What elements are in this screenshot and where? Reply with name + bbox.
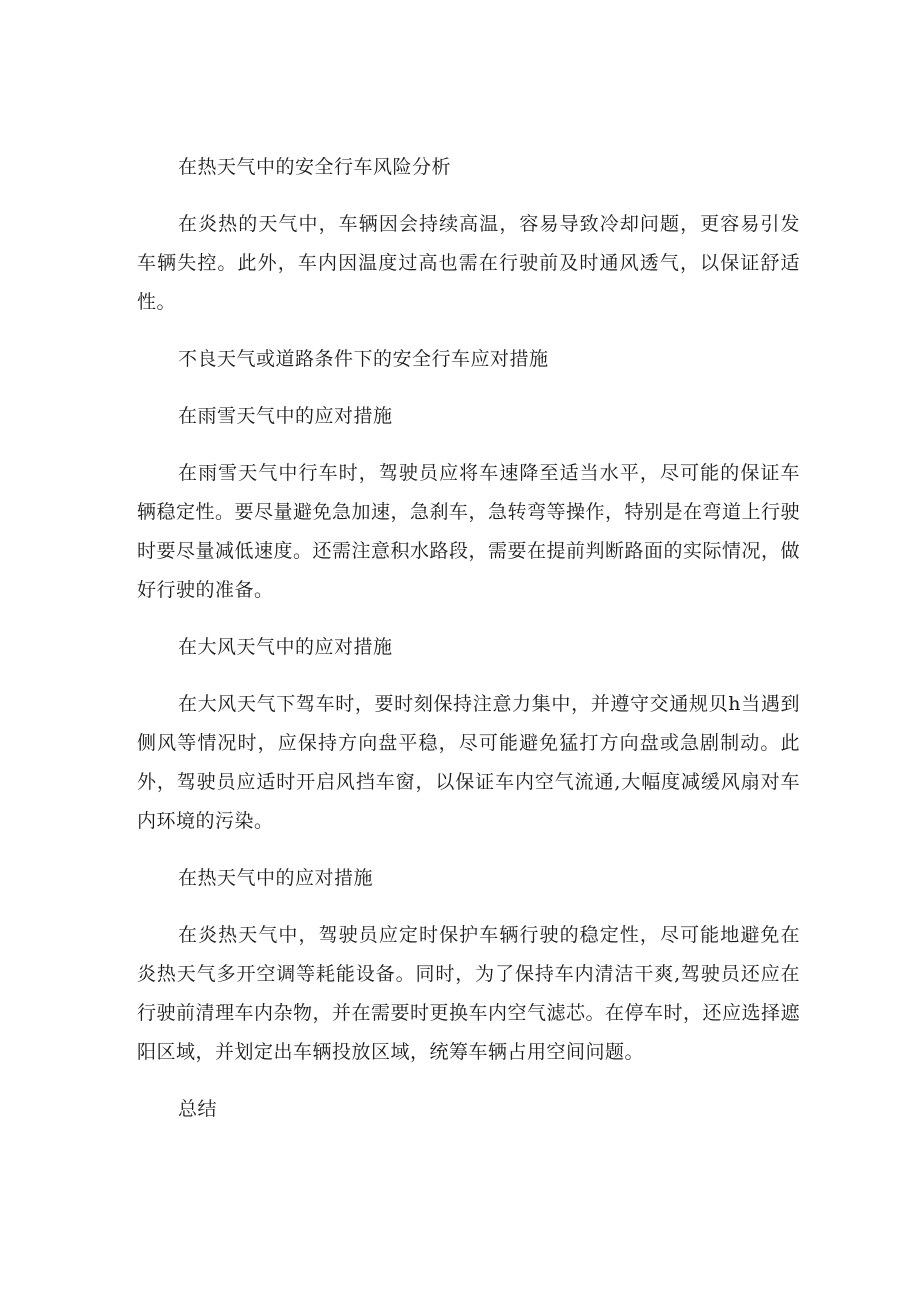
section-heading-summary: 总结 <box>178 1098 218 1120</box>
section-heading-hot-weather-risk: 在热天气中的安全行车风险分析 <box>178 156 452 178</box>
section-heading-strong-wind: 在大风天气中的应对措施 <box>178 636 393 658</box>
section-heading-rain-snow: 在雨雪天气中的应对措施 <box>178 405 393 427</box>
section-heading-hot-weather-measures: 在热天气中的应对措施 <box>178 867 374 889</box>
section-heading-bad-conditions: 不良天气或道路条件下的安全行车应对措施 <box>178 348 549 370</box>
paragraph-hot-weather-risk: 在炎热的天气中，车辆因会持续高温，容易导致冷却问题，更容易引发车辆失控。此外，车内因温度过高也需在行驶前及时通风透气，以保证舒适性。 <box>137 213 800 313</box>
paragraph-strong-wind: 在大风天气下驾车时，要时刻保持注意力集中，并遵守交通规贝h当遇到侧风等情况时，应保持方向盘平稳，尽可能避免猛打方向盘或急剧制动。此外，驾驶员应适时开启风挡车窗，以保证车内空气流通,大幅度减缓风扇对车内环境的污染。 <box>137 693 800 832</box>
paragraph-rain-snow: 在雨雪天气中行车时，驾驶员应将车速降至适当水平，尽可能的保证车辆稳定性。要尽量避免急加速，急刹车，急转弯等操作，特别是在弯道上行驶时要尽量减低速度。还需注意积水路段，需要在提前判断路面的实际情况，做好行驶的准备。 <box>137 462 801 601</box>
paragraph-hot-weather-measures: 在炎热天气中，驾驶员应定时保护车辆行驶的稳定性，尽可能地避免在炎热天气多开空调等耗能设备。同时，为了保持车内清洁干爽,驾驶员还应在行驶前清理车内杂物，并在需要时更换车内空气滤芯。在停车时，还应选择遮阳区域，并划定出车辆投放区域，统筹车辆占用空间问题。 <box>137 924 801 1063</box>
